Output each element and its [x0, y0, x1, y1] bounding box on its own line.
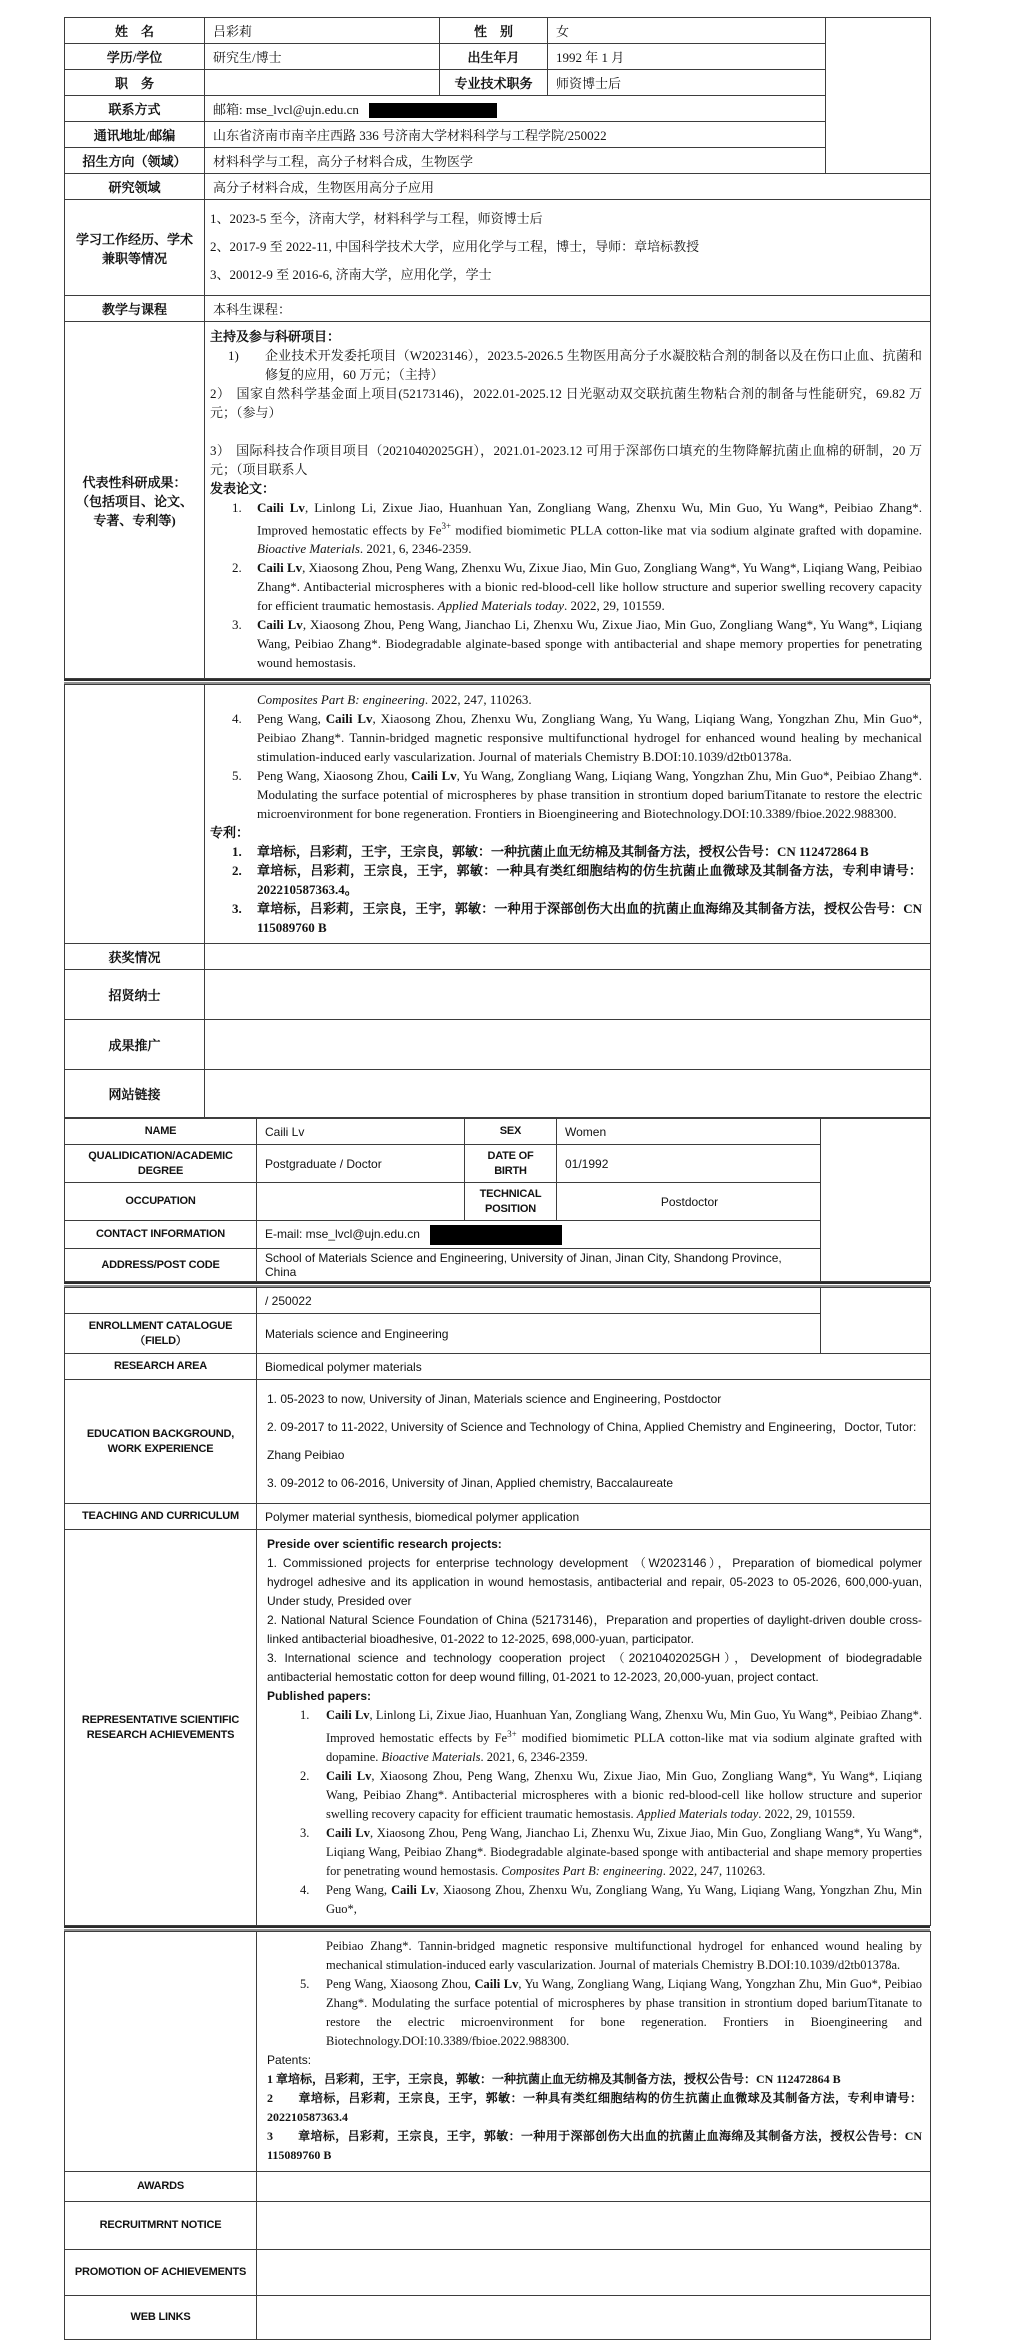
patent-item: 2. 章培标，吕彩莉，王宗良，王宇，郭敏：一种具有类红细胞结构的仿生抗菌止血微球及其制备方法，专利申请号：202210587363.4。 [232, 863, 922, 898]
weblinks-label: 网站链接 [65, 1070, 205, 1118]
birth-label: 出生年月 [440, 44, 548, 70]
chinese-resume-table-page1 [64, 17, 931, 679]
paper-item: 4. Peng Wang, Caili Lv, Xiaosong Zhou, Zhenxu Wu, Zongliang Wang, Yu Wang, Liqiang Wang, Yongzhan Zhu, Min Guo*, [300, 1883, 923, 1917]
table-row [65, 200, 931, 296]
table-row [65, 122, 931, 148]
english-resume-table-page3 [64, 1287, 931, 1926]
recruit-label: 招贤纳士 [65, 970, 205, 1020]
table-row [65, 1119, 931, 1145]
paper-item: 5. Peng Wang, Xiaosong Zhou, Caili Lv, Yu Wang, Zongliang Wang, Liqiang Wang, Yongzhan Zhu, Min Guo*, Peibiao Zhang*. Modulating the surface potential of microspheres by phase transition in strontium doped bariumTitanate to restore the electric microenvironment for bone regeneration. Frontiers in Bioengineering and Biotechnology.DOI:10.3389/fbioe.2022.988300. [232, 768, 922, 822]
patent-item: 3 章培标，吕彩莉，王宗良，王宇，郭敏：一种用于深部创伤大出血的抗菌止血海绵及其制备方法，授权公告号：CN 115089760 B [267, 2129, 923, 2163]
achievements-content-page2 [205, 685, 931, 944]
teaching-label: 教学与课程 [65, 296, 205, 322]
tech-position-label-en: TECHNICAL POSITION [465, 1183, 557, 1221]
table-row [65, 1314, 931, 1354]
item-number: 4. [300, 1883, 310, 1898]
item-number: 3） [210, 443, 231, 458]
education-label: 学习工作经历、学术兼职等情况 [65, 200, 205, 296]
teaching-value: 本科生课程： [205, 296, 931, 322]
contact-label: 联系方式 [65, 96, 205, 122]
address-value-en: School of Materials Science and Engineering, University of Jinan, Jinan City, Shandong Province, China [257, 1249, 821, 1282]
occupation-label-en: OCCUPATION [65, 1183, 257, 1221]
photo-placeholder-en [821, 1119, 931, 1282]
address-label-en: ADDRESS/POST CODE [65, 1249, 257, 1282]
research-area-value-en: Biomedical polymer materials [257, 1354, 931, 1380]
english-resume-table-page4 [64, 1931, 931, 2340]
enroll-value: 材料科学与工程，高分子材料合成，生物医学 [205, 148, 826, 174]
education-value [205, 200, 931, 296]
patents-heading: 专利： [210, 825, 250, 841]
enroll-label: 招生方向（领域） [65, 148, 205, 174]
item-number: 1. [232, 500, 242, 515]
projects-heading-en: Preside over scientific research projects: [267, 1537, 502, 1552]
name-label: 姓 名 [65, 18, 205, 44]
table-row [65, 1354, 931, 1380]
sex-value: 女 [548, 18, 826, 44]
item-number: 1. [232, 844, 242, 860]
paper-item: Composites Part B: engineering. 2022, 247, 110263. [257, 692, 532, 708]
postcode-value-en: / 250022 [257, 1288, 821, 1314]
patents-list-en [267, 2070, 922, 2165]
item-number: 5. [232, 768, 242, 784]
table-row [65, 18, 931, 44]
papers-heading: 发表论文： [210, 481, 276, 496]
paper-item: 5. Peng Wang, Xiaosong Zhou, Caili Lv, Yu Wang, Zongliang Wang, Liqiang Wang, Yongzhan Zhu, Min Guo*, Peibiao Zhang*. Modulating the surface potential of microspheres by phase transition in strontium doped bariumTitanate to restore the electric microenvironment for bone regeneration. Frontiers in Bioengineering and Biotechnology.DOI:10.3389/fbioe.2022.988300. [300, 1977, 923, 2049]
chinese-resume-table-page2 [64, 684, 931, 1118]
awards-label: 获奖情况 [65, 944, 205, 970]
promotion-value-en [257, 2250, 931, 2296]
item-number: 1. [300, 1708, 310, 1723]
table-row [65, 1530, 931, 1926]
name-value-en: Caili Lv [257, 1119, 465, 1145]
tech-position-label: 专业技术职务 [440, 70, 548, 96]
paper-item: 1. Caili Lv, Linlong Li, Zixue Jiao, Huanhuan Yan, Zongliang Wang, Zhenxu Wu, Min Guo, Yu Wang*, Peibiao Zhang*. Improved hemostatic effects by $Fe^{3+}$ modified biomimetic PLLA cotton-like mat via sodium alginate grafted with dopamine. Bioactive Materials. 2021, 6, 2346-2359. [232, 500, 923, 557]
table-row [65, 2250, 931, 2296]
redacted-phone-box [369, 103, 497, 118]
paper-item: 3. Caili Lv, Xiaosong Zhou, Peng Wang, Jianchao Li, Zhenxu Wu, Zixue Jiao, Min Guo, Zongliang Wang*, Yu Wang*, Liqiang Wang, Peibiao Zhang*. Biodegradable alginate-based sponge with antibacterial and shape memory properties for penetrating wound hemostasis. Composites Part B: engineering. 2022, 247, 110263. [300, 1826, 923, 1879]
degree-label: 学历/学位 [65, 44, 205, 70]
item-number: 2. [300, 1769, 310, 1784]
paper-item: 4. Peng Wang, Caili Lv, Xiaosong Zhou, Zhenxu Wu, Zongliang Wang, Yu Wang, Liqiang Wang, Yongzhan Zhu, Min Guo*, Peibiao Zhang*. Tannin-bridged magnetic responsive multifunctional hydrogel for enhanced wound healing by mechanical stimulation-induced early vascularization. Journal of materials Chemistry B.DOI:10.1039/d2tb01378a. [232, 711, 922, 765]
patent-item: 1 章培标，吕彩莉，王宇，王宗良，郭敏：一种抗菌止血无纺棉及其制备方法，授权公告号：CN 112472864 B [267, 2072, 841, 2087]
name-label-en: NAME [65, 1119, 257, 1145]
degree-label-en: QUALIDICATION/ACADEMIC DEGREE [65, 1145, 257, 1183]
papers-list-en-continued [267, 1937, 922, 2051]
education-value-en [257, 1380, 931, 1504]
project-item: 2. National Natural Science Foundation of China (52173146)，Preparation and properties of daylight-driven double cross-linked antibacterial bioadhesive, 01-2022 to 12-2025, 698,000-yuan, participator. [267, 1613, 923, 1647]
education-item: 1. 05-2023 to now, University of Jinan, Materials science and Engineering, Postdoctor [267, 1392, 722, 1407]
item-number: 1) [228, 348, 239, 363]
education-item: 3. 09-2012 to 06-2016, University of Jinan, Applied chemistry, Baccalaureate [267, 1476, 674, 1491]
achievements-label-empty-en [65, 1932, 257, 2172]
research-area-label-en: RESEARCH AREA [65, 1354, 257, 1380]
table-row [65, 1249, 931, 1282]
weblinks-value-en [257, 2296, 931, 2340]
duty-value [205, 70, 440, 96]
redacted-phone-box-en [430, 1225, 562, 1245]
project-item: 3） 国际科技合作项目项目（20210402025GH），2021.01-2023.12 可用于深部伤口填充的生物降解抗菌止血棉的研制，20 万元；（项目联系人 [210, 443, 922, 477]
item-number: 5. [300, 1977, 310, 1992]
item-number: 2） [210, 386, 231, 401]
education-item: 2、2017-9 至 2022-11, 中国科学技术大学，应用化学与工程，博士，导师：章培标教授 [210, 239, 700, 254]
table-row [65, 2172, 931, 2202]
achievements-label-empty [65, 685, 205, 944]
project-item: 2） 国家自然科学基金面上项目(52173146)，2022.01-2025.12 日光驱动双交联抗菌生物粘合剂的制备与性能研究，69.82 万元；（参与） [210, 386, 922, 420]
table-row [65, 1288, 931, 1314]
promotion-value [205, 1020, 931, 1070]
teaching-value-en: Polymer material synthesis, biomedical polymer application [257, 1504, 931, 1530]
occupation-value-en [257, 1183, 465, 1221]
item-number: 2. [232, 863, 242, 879]
table-row [65, 1070, 931, 1118]
achievements-content-page3 [257, 1530, 931, 1926]
promotion-label: 成果推广 [65, 1020, 205, 1070]
papers-list-continued [210, 690, 922, 823]
projects-heading: 主持及参与科研项目： [210, 329, 341, 344]
table-row [65, 148, 931, 174]
contact-label-en: CONTACT INFORMATION [65, 1221, 257, 1249]
achievements-content-page4 [257, 1932, 931, 2172]
project-item: 1) 企业技术开发委托项目（W2023146），2023.5-2026.5 生物医用高分子水凝胶粘合剂的制备以及在伤口止血、抗菌和修复的应用，60 万元；（主持） [228, 348, 922, 382]
birth-value: 1992 年 1 月 [548, 44, 826, 70]
weblinks-label-en: WEB LINKS [65, 2296, 257, 2340]
table-row [65, 1020, 931, 1070]
teaching-label-en: TEACHING AND CURRICULUM [65, 1504, 257, 1530]
degree-value-en: Postgraduate / Doctor [257, 1145, 465, 1183]
resume-document [64, 17, 930, 2340]
weblinks-value [205, 1070, 931, 1118]
duty-label: 职 务 [65, 70, 205, 96]
table-row [65, 70, 931, 96]
photo-placeholder-en2 [821, 1288, 931, 1354]
patent-item: 2 章培标，吕彩莉，王宗良，王宇，郭敏：一种具有类红细胞结构的仿生抗菌止血微球及其制备方法，专利申请号：202210587363.4 [267, 2091, 923, 2125]
table-row [65, 944, 931, 970]
research-area-label: 研究领域 [65, 174, 205, 200]
paper-item: Peibiao Zhang*. Tannin-bridged magnetic responsive multifunctional hydrogel for enhanced wound healing by mechanical stimulation-induced early vascularization. Journal of materials Chemistry B.DOI:10.1039/d2tb01378a. [326, 1939, 923, 1973]
sex-label-en: SEX [465, 1119, 557, 1145]
email-text: 邮箱: mse_lvcl@ujn.edu.cn [213, 101, 359, 117]
paper-item: 2. Caili Lv, Xiaosong Zhou, Peng Wang, Zhenxu Wu, Zixue Jiao, Min Guo, Zongliang Wang*, Yu Wang*, Liqiang Wang, Peibiao Zhang*. Antibacterial microspheres with a bionic red-blood-cell like hollow structure and superior swelling recovery capacity for efficient traumatic hemostasis. Applied Materials today. 2022, 29, 101559. [300, 1769, 923, 1822]
achievements-label-en: REPRESENTATIVE SCIENTIFIC RESEARCH ACHIEVEMENTS [65, 1530, 257, 1926]
achievements-content-page1 [205, 322, 931, 679]
table-row [65, 1932, 931, 2172]
education-label-en: EDUCATION BACKGROUND, WORK EXPERIENCE [65, 1380, 257, 1504]
papers-list [210, 498, 922, 672]
degree-value: 研究生/博士 [205, 44, 440, 70]
education-item: 3、20012-9 至 2016-6, 济南大学，应用化学，学士 [210, 267, 492, 282]
table-row [65, 1183, 931, 1221]
contact-value [205, 96, 826, 122]
paper-item: 2. Caili Lv, Xiaosong Zhou, Peng Wang, Zhenxu Wu, Zixue Jiao, Min Guo, Zongliang Wang*, Yu Wang*, Liqiang Wang, Peibiao Zhang*. Antibacterial microspheres with a bionic red-blood-cell like hollow structure and superior swelling recovery capacity for efficient traumatic hemostasis. Applied Materials today. 2022, 29, 101559. [232, 560, 922, 614]
recruit-value-en [257, 2202, 931, 2250]
table-row [65, 2202, 931, 2250]
table-row [65, 1380, 931, 1504]
birth-value-en: 01/1992 [557, 1145, 821, 1183]
projects-list [210, 346, 922, 479]
table-row [65, 685, 931, 944]
tech-position-value: 师资博士后 [548, 70, 826, 96]
recruit-value [205, 970, 931, 1020]
table-row [65, 44, 931, 70]
papers-heading-en: Published papers: [267, 1689, 372, 1704]
enroll-label-en: ENROLLMENT CATALOGUE（FIELD） [65, 1314, 257, 1354]
promotion-label-en: PROMOTION OF ACHIEVEMENTS [65, 2250, 257, 2296]
address-label: 通讯地址/邮编 [65, 122, 205, 148]
item-number: 4. [232, 711, 242, 727]
research-area-value: 高分子材料合成，生物医用高分子应用 [205, 174, 931, 200]
tech-position-value-en: Postdoctor [557, 1183, 821, 1221]
item-number: 2. [232, 560, 242, 576]
project-item: 3. International science and technology cooperation project （20210402025GH），Development of biodegradable antibacterial hemostatic cotton for deep wound filling, 01-2021 to 12-2023, 20,000-yuan, project contact. [267, 1651, 923, 1685]
patents-heading-en: Patents: [267, 2053, 312, 2068]
sex-value-en: Women [557, 1119, 821, 1145]
education-item: 2. 09-2017 to 11-2022, University of Science and Technology of China, Applied Chemistry and Engineering，Doctor, Tutor: Zhang Peibiao [267, 1420, 917, 1463]
project-item: 1. Commissioned projects for enterprise technology development （W2023146），Preparation of biomedical polymer hydrogel adhesive and its application in wound hemostasis, antibacterial and repair, 05-2023 to 05-2026, 600,000-yuan, Under study, Presided over [267, 1556, 923, 1609]
photo-placeholder [826, 18, 931, 174]
paper-item: 3. Caili Lv, Xiaosong Zhou, Peng Wang, Jianchao Li, Zhenxu Wu, Zixue Jiao, Min Guo, Zongliang Wang*, Yu Wang*, Liqiang Wang, Peibiao Zhang*. Biodegradable alginate-based sponge with antibacterial and shape memory properties for penetrating wound hemostasis. [232, 617, 922, 671]
birth-label-en: DATE OF BIRTH [465, 1145, 557, 1183]
table-row [65, 1221, 931, 1249]
table-row [65, 96, 931, 122]
item-number: 3. [232, 617, 242, 633]
table-row [65, 322, 931, 679]
recruit-label-en: RECRUITMRNT NOTICE [65, 2202, 257, 2250]
table-row [65, 174, 931, 200]
table-row [65, 296, 931, 322]
english-resume-table-page2 [64, 1118, 931, 1282]
patent-item: 3. 章培标，吕彩莉，王宗良，王宇，郭敏：一种用于深部创伤大出血的抗菌止血海绵及其制备方法，授权公告号：CN 115089760 B [232, 901, 922, 936]
achievements-label: 代表性科研成果：（包括项目、论文、专著、专利等) [65, 322, 205, 679]
contact-value-en [257, 1221, 821, 1249]
postcode-label-empty [65, 1288, 257, 1314]
sex-label: 性 别 [440, 18, 548, 44]
table-row [65, 2296, 931, 2340]
patents-list [210, 842, 922, 937]
awards-value-en [257, 2172, 931, 2202]
address-value: 山东省济南市南辛庄西路 336 号济南大学材料科学与工程学院/250022 [205, 122, 826, 148]
item-number: 3. [300, 1826, 310, 1841]
item-number: 3. [232, 901, 242, 917]
table-row [65, 1145, 931, 1183]
paper-item: 1. Caili Lv, Linlong Li, Zixue Jiao, Huanhuan Yan, Zongliang Wang, Zhenxu Wu, Min Guo, Yu Wang*, Peibiao Zhang*. Improved hemostatic effects by $Fe^{3+}$ modified biomimetic PLLA cotton-like mat via sodium alginate grafted with dopamine. Bioactive Materials. 2021, 6, 2346-2359. [300, 1708, 923, 1765]
email-text-en: E-mail: mse_lvcl@ujn.edu.cn [265, 1227, 420, 1241]
projects-list-en [267, 1554, 922, 1687]
table-row [65, 970, 931, 1020]
education-item: 1、2023-5 至今，济南大学，材料科学与工程，师资博士后 [210, 211, 543, 226]
awards-value [205, 944, 931, 970]
name-value: 吕彩莉 [205, 18, 440, 44]
table-row [65, 1504, 931, 1530]
patent-item: 1. 章培标，吕彩莉，王宇，王宗良，郭敏：一种抗菌止血无纺棉及其制备方法，授权公告号：CN 112472864 B [232, 844, 869, 860]
papers-list-en [267, 1706, 922, 1919]
awards-label-en: AWARDS [65, 2172, 257, 2202]
enroll-value-en: Materials science and Engineering [257, 1314, 821, 1354]
